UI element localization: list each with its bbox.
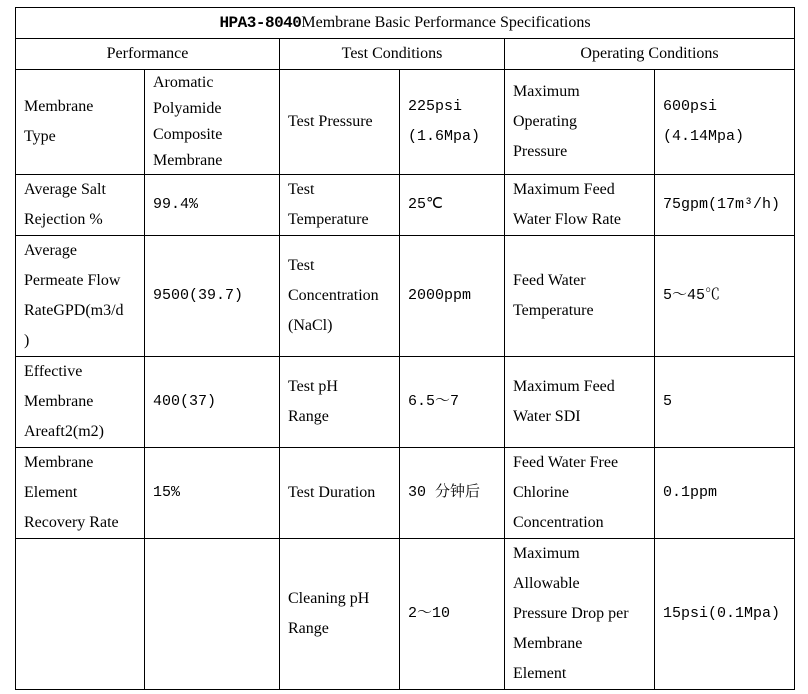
table-row xyxy=(16,539,795,690)
operating-condition-label: Feed Water Free Chlorine Concentration xyxy=(505,448,655,539)
performance-label: Effective Membrane Areaft2(m2) xyxy=(16,357,145,448)
performance-value: 15% xyxy=(145,448,280,539)
test-condition-value: 225psi (1.6Mpa) xyxy=(400,70,505,175)
performance-value: 400(37) xyxy=(145,357,280,448)
performance-label: Membrane Type xyxy=(16,70,145,175)
spec-table xyxy=(15,7,795,690)
performance-value: 99.4% xyxy=(145,175,280,236)
title-text: Membrane Basic Performance Specifications xyxy=(301,14,591,31)
test-condition-label: Test Duration xyxy=(280,448,400,539)
operating-condition-value: 600psi (4.14Mpa) xyxy=(655,70,795,175)
operating-condition-value: 0.1ppm xyxy=(655,448,795,539)
title-model: HPA3-8040 xyxy=(219,14,302,32)
performance-value: 9500(39.7) xyxy=(145,236,280,357)
header-performance: Performance xyxy=(16,39,280,70)
performance-label xyxy=(16,539,145,690)
table-row xyxy=(16,70,795,175)
title-row xyxy=(16,8,795,39)
table-title xyxy=(16,8,795,39)
test-condition-label: Cleaning pH Range xyxy=(280,539,400,690)
operating-condition-label: Maximum Feed Water SDI xyxy=(505,357,655,448)
table-row xyxy=(16,448,795,539)
test-condition-label: Test Concentration (NaCl) xyxy=(280,236,400,357)
table-row xyxy=(16,175,795,236)
table-row xyxy=(16,236,795,357)
operating-condition-value: 15psi(0.1Mpa) xyxy=(655,539,795,690)
header-row xyxy=(16,39,795,70)
test-condition-label: Test Pressure xyxy=(280,70,400,175)
performance-value: Aromatic Polyamide Composite Membrane xyxy=(145,70,280,175)
test-condition-value: 2～10 xyxy=(400,539,505,690)
test-condition-label: Test Temperature xyxy=(280,175,400,236)
operating-condition-value: 5 xyxy=(655,357,795,448)
header-test-conditions: Test Conditions xyxy=(280,39,505,70)
performance-label: Average Permeate Flow RateGPD(m3/d ) xyxy=(16,236,145,357)
header-operating-conditions: Operating Conditions xyxy=(505,39,795,70)
test-condition-value: 2000ppm xyxy=(400,236,505,357)
test-condition-label: Test pH Range xyxy=(280,357,400,448)
performance-value xyxy=(145,539,280,690)
operating-condition-value: 75gpm(17m³/h) xyxy=(655,175,795,236)
operating-condition-label: Maximum Feed Water Flow Rate xyxy=(505,175,655,236)
test-condition-value: 30 分钟后 xyxy=(400,448,505,539)
operating-condition-label: Maximum Operating Pressure xyxy=(505,70,655,175)
operating-condition-value: 5～45℃ xyxy=(655,236,795,357)
test-condition-value: 6.5～7 xyxy=(400,357,505,448)
operating-condition-label: Feed Water Temperature xyxy=(505,236,655,357)
table-row xyxy=(16,357,795,448)
performance-label: Average Salt Rejection % xyxy=(16,175,145,236)
operating-condition-label: Maximum Allowable Pressure Drop per Membrane Element xyxy=(505,539,655,690)
performance-label: Membrane Element Recovery Rate xyxy=(16,448,145,539)
test-condition-value: 25℃ xyxy=(400,175,505,236)
